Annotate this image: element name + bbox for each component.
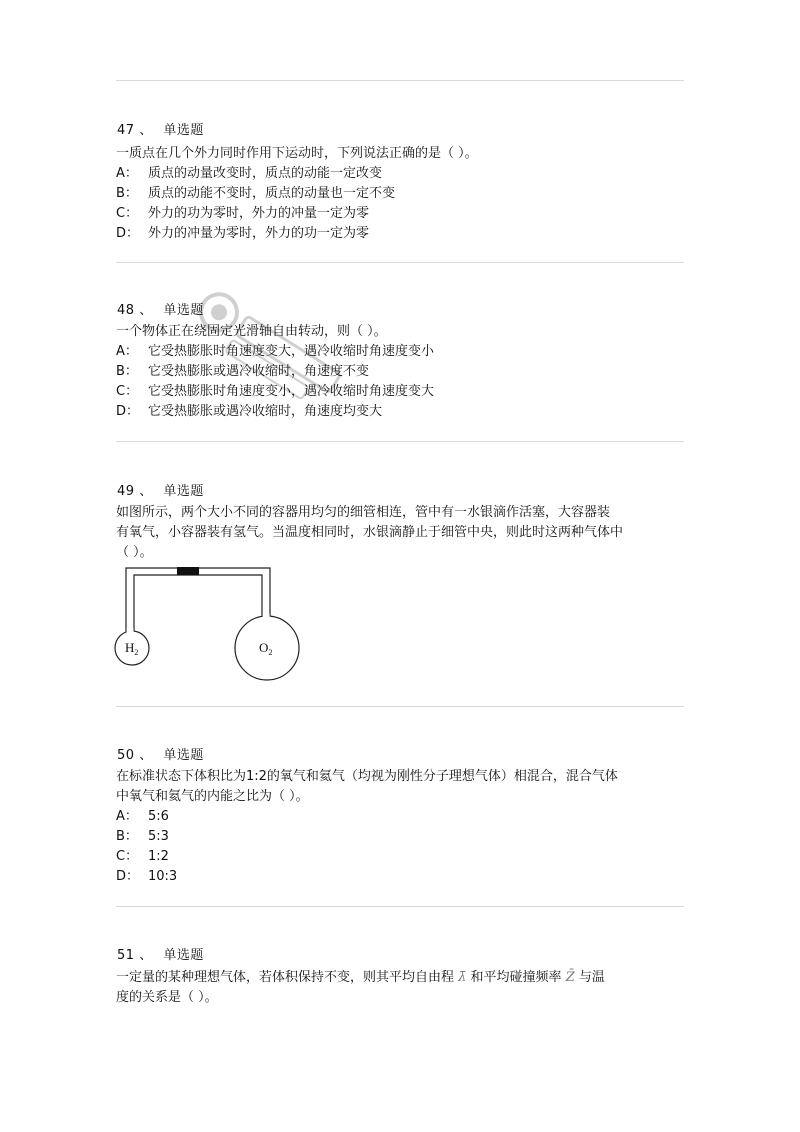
mercury-drop (177, 567, 199, 575)
question-number: 47 (117, 123, 135, 138)
question-stem: 一质点在几个外力同时作用下运动时，下列说法正确的是（ ）。 (116, 146, 478, 161)
option-a[interactable]: A： 它受热膨胀时角速度变大，遇冷收缩时角速度变小 (116, 344, 435, 359)
lambda-symbol: λ̄ (458, 970, 467, 985)
option-d[interactable]: D： 外力的冲量为零时，外力的功一定为零 (116, 226, 370, 241)
question-stem-line: （ ）。 (116, 545, 153, 560)
question-header: 51 、 单选题 (117, 948, 204, 963)
question-body (116, 968, 686, 1008)
option-a[interactable]: A： 质点的动量改变时，质点的动能一定改变 (116, 166, 383, 181)
h2-label: H (125, 640, 135, 655)
option-b[interactable]: B： 质点的动能不变时，质点的动量也一定不变 (116, 186, 396, 201)
question-stem-line: 有氧气，小容器装有氢气。当温度相同时，水银滴静止于细管中央，则此时这两种气体中 (116, 525, 624, 540)
question-stem-line: 一定量的某种理想气体，若体积保持不变，则其平均自由程 λ̄ 和平均碰撞频率 Z̄ 与温 (116, 970, 605, 985)
question-body (116, 144, 686, 244)
question-header: 48 、 单选题 (117, 303, 204, 318)
option-d[interactable]: D： 它受热膨胀或遇冷收缩时，角速度均变大 (116, 404, 383, 419)
divider (116, 80, 684, 81)
question-body (116, 767, 686, 887)
option-c[interactable]: C： 外力的功为零时，外力的冲量一定为零 (116, 206, 370, 221)
question-number: 49 (117, 484, 135, 499)
divider (116, 906, 684, 907)
svg-text:H2: $H_2$ (125, 640, 139, 657)
question-stem-line: 如图所示，两个大小不同的容器用均匀的细管相连，管中有一水银滴作活塞，大容器装 (116, 505, 611, 520)
z-symbol: Z̄ (565, 970, 575, 985)
question-stem-line: 在标准状态下体积比为1:2的氧气和氦气（均视为刚性分子理想气体）相混合，混合气体 (116, 769, 618, 784)
option-c[interactable]: C： 它受热膨胀时角速度变小，遇冷收缩时角速度变大 (116, 384, 435, 399)
question-type: 单选题 (163, 484, 204, 499)
divider (116, 706, 684, 707)
question-header: 50 、 单选题 (117, 748, 204, 763)
option-b[interactable]: B： 它受热膨胀或遇冷收缩时，角速度不变 (116, 364, 370, 379)
svg-text:O2: $O_2$ (259, 640, 273, 657)
option-d[interactable]: D： 10:3 (116, 869, 178, 884)
question-stem: 一个物体正在绕固定光滑轴自由转动，则（ ）。 (116, 324, 387, 339)
question-header: 47 、 单选题 (117, 123, 204, 138)
question-header: 49 、 单选题 (117, 484, 204, 499)
option-a[interactable]: A： 5:6 (116, 809, 169, 824)
question-stem-line: 度的关系是（ ）。 (116, 990, 218, 1005)
question-number: 50 (117, 748, 135, 763)
question-type: 单选题 (163, 948, 204, 963)
question-type: 单选题 (163, 123, 204, 138)
question-stem-line: 中氧气和氦气的内能之比为（ ）。 (116, 789, 309, 804)
question-type: 单选题 (163, 748, 204, 763)
question-body (116, 503, 686, 563)
question-type: 单选题 (163, 303, 204, 318)
question-body (116, 322, 686, 422)
option-c[interactable]: C： 1:2 (116, 849, 169, 864)
option-b[interactable]: B： 5:3 (116, 829, 169, 844)
gas-container-diagram (114, 560, 304, 692)
question-number: 48 (117, 303, 135, 318)
divider (116, 441, 684, 442)
divider (116, 262, 684, 263)
question-number: 51 (117, 948, 135, 963)
o2-label: O (259, 640, 269, 655)
